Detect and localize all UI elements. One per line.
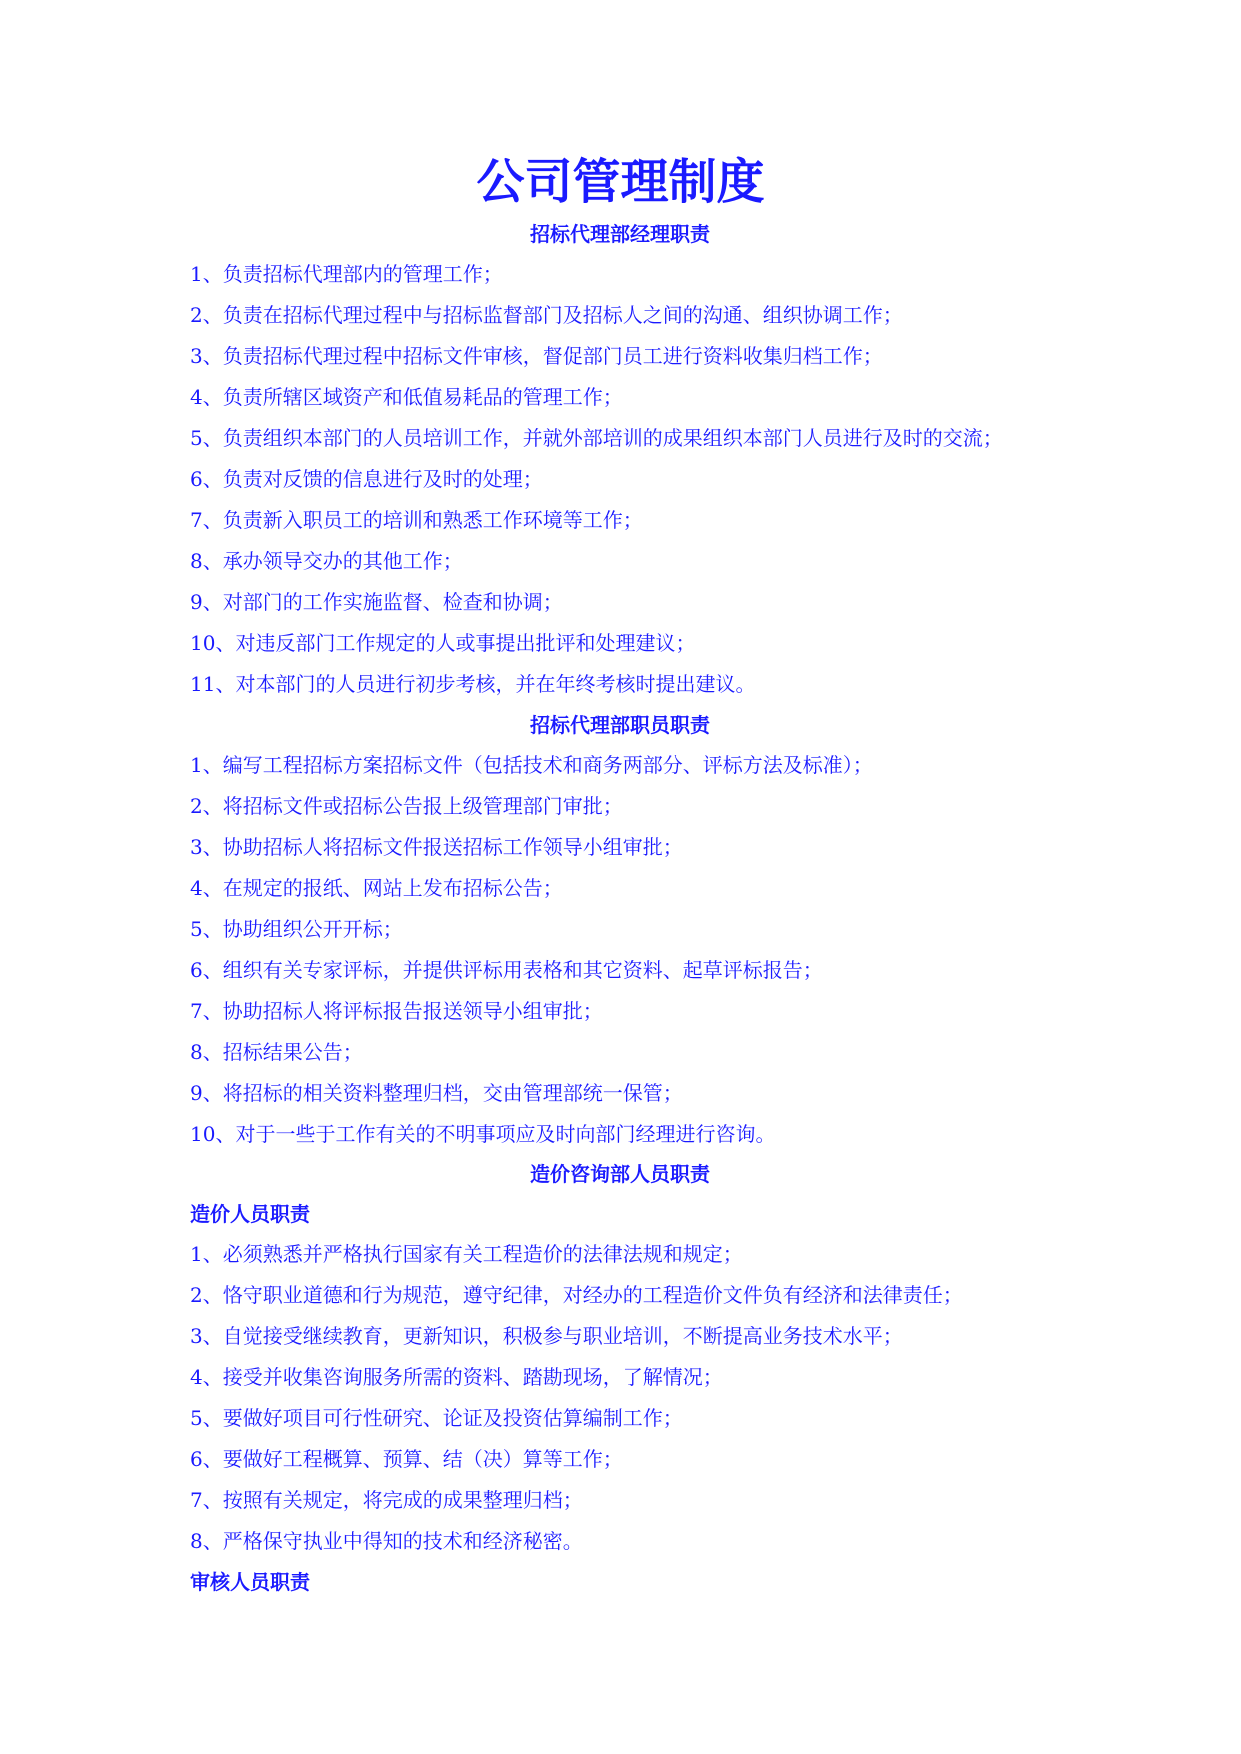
list-item: 9、对部门的工作实施监督、检查和协调； <box>190 590 563 614</box>
list-item: 7、协助招标人将评标报告报送领导小组审批； <box>190 999 603 1023</box>
list-item: 5、负责组织本部门的人员培训工作，并就外部培训的成果组织本部门人员进行及时的交流； <box>190 426 1003 450</box>
list-item: 5、协助组织公开开标； <box>190 917 403 941</box>
list-item: 8、招标结果公告； <box>190 1040 363 1064</box>
list-item: 6、组织有关专家评标，并提供评标用表格和其它资料、起草评标报告； <box>190 958 823 982</box>
section-cost-consulting <box>190 1154 1090 1602</box>
list-item: 3、协助招标人将招标文件报送招标工作领导小组审批； <box>190 835 683 859</box>
list-item: 6、负责对反馈的信息进行及时的处理； <box>190 467 543 491</box>
list-item: 11、对本部门的人员进行初步考核，并在年终考核时提出建议。 <box>190 672 756 696</box>
duty-list <box>190 254 1090 705</box>
list-item: 1、编写工程招标方案招标文件（包括技术和商务两部分、评标方法及标准）； <box>190 753 873 777</box>
list-item: 1、负责招标代理部内的管理工作； <box>190 262 503 286</box>
list-item: 5、要做好项目可行性研究、论证及投资估算编制工作； <box>190 1406 683 1430</box>
list-item: 6、要做好工程概算、预算、结（决）算等工作； <box>190 1447 623 1471</box>
list-item: 8、严格保守执业中得知的技术和经济秘密。 <box>190 1529 583 1553</box>
duty-list <box>190 745 1090 1155</box>
list-item: 7、按照有关规定，将完成的成果整理归档； <box>190 1488 583 1512</box>
list-item: 2、将招标文件或招标公告报上级管理部门审批； <box>190 794 623 818</box>
list-item: 10、对于一些于工作有关的不明事项应及时向部门经理进行咨询。 <box>190 1122 776 1146</box>
duty-list <box>190 1234 1090 1562</box>
list-item: 9、将招标的相关资料整理归档，交由管理部统一保管； <box>190 1081 683 1105</box>
list-item: 3、自觉接受继续教育，更新知识，积极参与职业培训，不断提高业务技术水平； <box>190 1324 903 1348</box>
list-item: 8、承办领导交办的其他工作； <box>190 549 463 573</box>
page-title: 公司管理制度 <box>476 154 765 210</box>
section-manager-duties <box>190 214 1090 705</box>
subsection-heading: 审核人员职责 <box>190 1570 310 1594</box>
list-item: 2、负责在招标代理过程中与招标监督部门及招标人之间的沟通、组织协调工作； <box>190 303 903 327</box>
list-item: 4、接受并收集咨询服务所需的资料、踏勘现场，了解情况； <box>190 1365 723 1389</box>
list-item: 4、负责所辖区域资产和低值易耗品的管理工作； <box>190 385 623 409</box>
list-item: 10、对违反部门工作规定的人或事提出批评和处理建议； <box>190 631 696 655</box>
section-heading: 招标代理部职员职责 <box>530 713 710 737</box>
list-item: 2、恪守职业道德和行为规范，遵守纪律，对经办的工程造价文件负有经济和法律责任； <box>190 1283 963 1307</box>
list-item: 1、必须熟悉并严格执行国家有关工程造价的法律法规和规定； <box>190 1242 743 1266</box>
list-item: 4、在规定的报纸、网站上发布招标公告； <box>190 876 563 900</box>
section-heading: 招标代理部经理职责 <box>530 222 710 246</box>
section-heading: 造价咨询部人员职责 <box>530 1162 710 1186</box>
section-staff-duties <box>190 705 1090 1155</box>
subsection-heading: 造价人员职责 <box>190 1202 310 1226</box>
list-item: 3、负责招标代理过程中招标文件审核，督促部门员工进行资料收集归档工作； <box>190 344 883 368</box>
list-item: 7、负责新入职员工的培训和熟悉工作环境等工作； <box>190 508 643 532</box>
